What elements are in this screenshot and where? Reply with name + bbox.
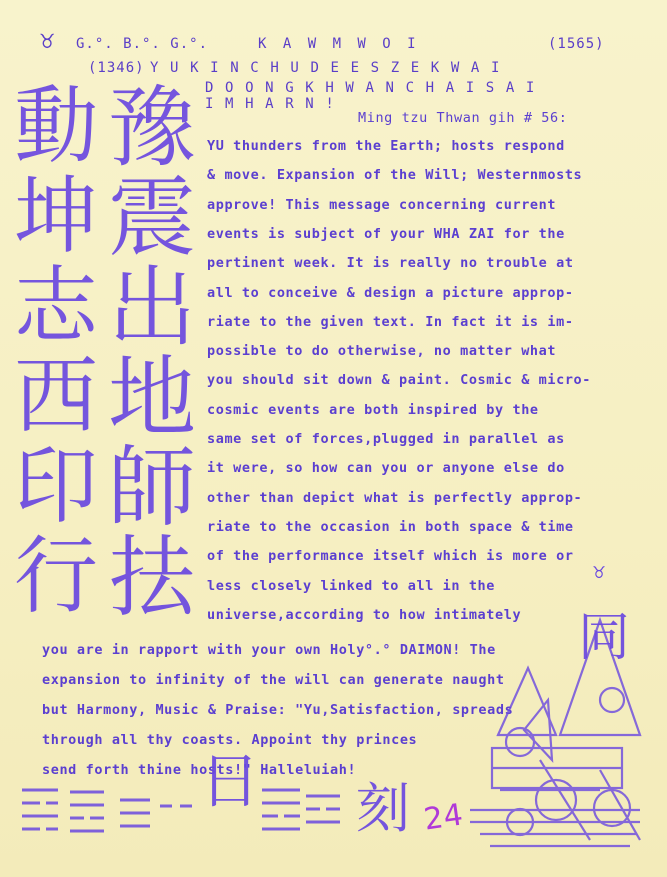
- header-line-2: Y U K I N C H U D E E S Z E K W A I: [150, 60, 502, 76]
- header-initials: G.°. B.°. G.°.: [76, 36, 209, 52]
- body-line: less closely linked to all in the: [207, 577, 496, 594]
- ming-tzu-line: Ming tzu Thwan gih # 56:: [358, 110, 568, 126]
- body-line: same set of forces,plugged in parallel as: [207, 431, 565, 447]
- cjk-character: 坤: [14, 167, 99, 265]
- body-line: pertinent week. It is really no trouble at: [207, 255, 574, 272]
- taurus-mark: ♉: [593, 559, 606, 583]
- cjk-right-side: 同: [578, 608, 631, 668]
- body-line: riate to the occasion in both space & time: [207, 518, 574, 535]
- wide-line: expansion to infinity of the will can generate naught: [42, 672, 505, 688]
- body-line: it were, so how can you or anyone else do: [207, 460, 565, 477]
- body-line: cosmic events are both inspired by the: [207, 401, 539, 418]
- cjk-character: 西: [14, 347, 99, 445]
- cjk-character: 動: [14, 77, 99, 175]
- body-line: approve! This message concerning current: [207, 196, 557, 213]
- header-sub-number: (1346): [88, 60, 145, 76]
- body-line: events is subject of your WHA ZAI for the: [207, 225, 565, 242]
- body-line: YU thunders from the Earth; hosts respond: [207, 138, 565, 154]
- body-line: you should sit down & paint. Cosmic & micro-: [207, 372, 592, 389]
- body-line: & move. Expansion of the Will; Westernmosts: [207, 167, 583, 184]
- cjk-character: 豫: [108, 76, 197, 179]
- header-name: K A W M W O I: [258, 36, 420, 52]
- cjk-character: 地: [108, 346, 197, 449]
- cjk-bottom-right: 刻: [356, 777, 410, 840]
- cjk-character: 抾: [108, 526, 197, 629]
- body-line: all to conceive & design a picture approp-: [207, 284, 574, 301]
- cjk-character: 震: [108, 166, 197, 269]
- cjk-character: 行: [14, 527, 99, 625]
- page-number: 24: [421, 797, 466, 838]
- header-line-3: D O O N G K H W A N C H A I S A I: [205, 80, 536, 96]
- wide-line: you are in rapport with your own Holy°.° DAIMON! The: [42, 642, 496, 658]
- body-line: other than depict what is perfectly approp-: [207, 489, 583, 506]
- taurus-symbol: ♉: [40, 26, 55, 54]
- body-line: of the performance itself which is more or: [207, 548, 574, 565]
- header-line-4: I M H A R N !: [205, 96, 336, 112]
- cjk-character: 印: [14, 437, 99, 535]
- wide-line: send forth thine hosts!" Halleluiah!: [42, 762, 357, 778]
- cjk-character: 出: [108, 256, 197, 359]
- cjk-character: 志: [14, 257, 99, 355]
- body-line: possible to do otherwise, no matter what: [207, 343, 557, 360]
- cjk-bottom-center: 日: [200, 747, 260, 817]
- header-number: (1565): [548, 36, 605, 52]
- cjk-character: 師: [108, 436, 197, 539]
- body-line: riate to the given text. In fact it is im-: [207, 313, 574, 330]
- body-line: universe,according to how intimately: [207, 606, 522, 623]
- wide-line: through all thy coasts. Appoint thy princes: [42, 732, 418, 748]
- wide-line: but Harmony, Music & Praise: "Yu,Satisfaction, spreads: [42, 702, 514, 718]
